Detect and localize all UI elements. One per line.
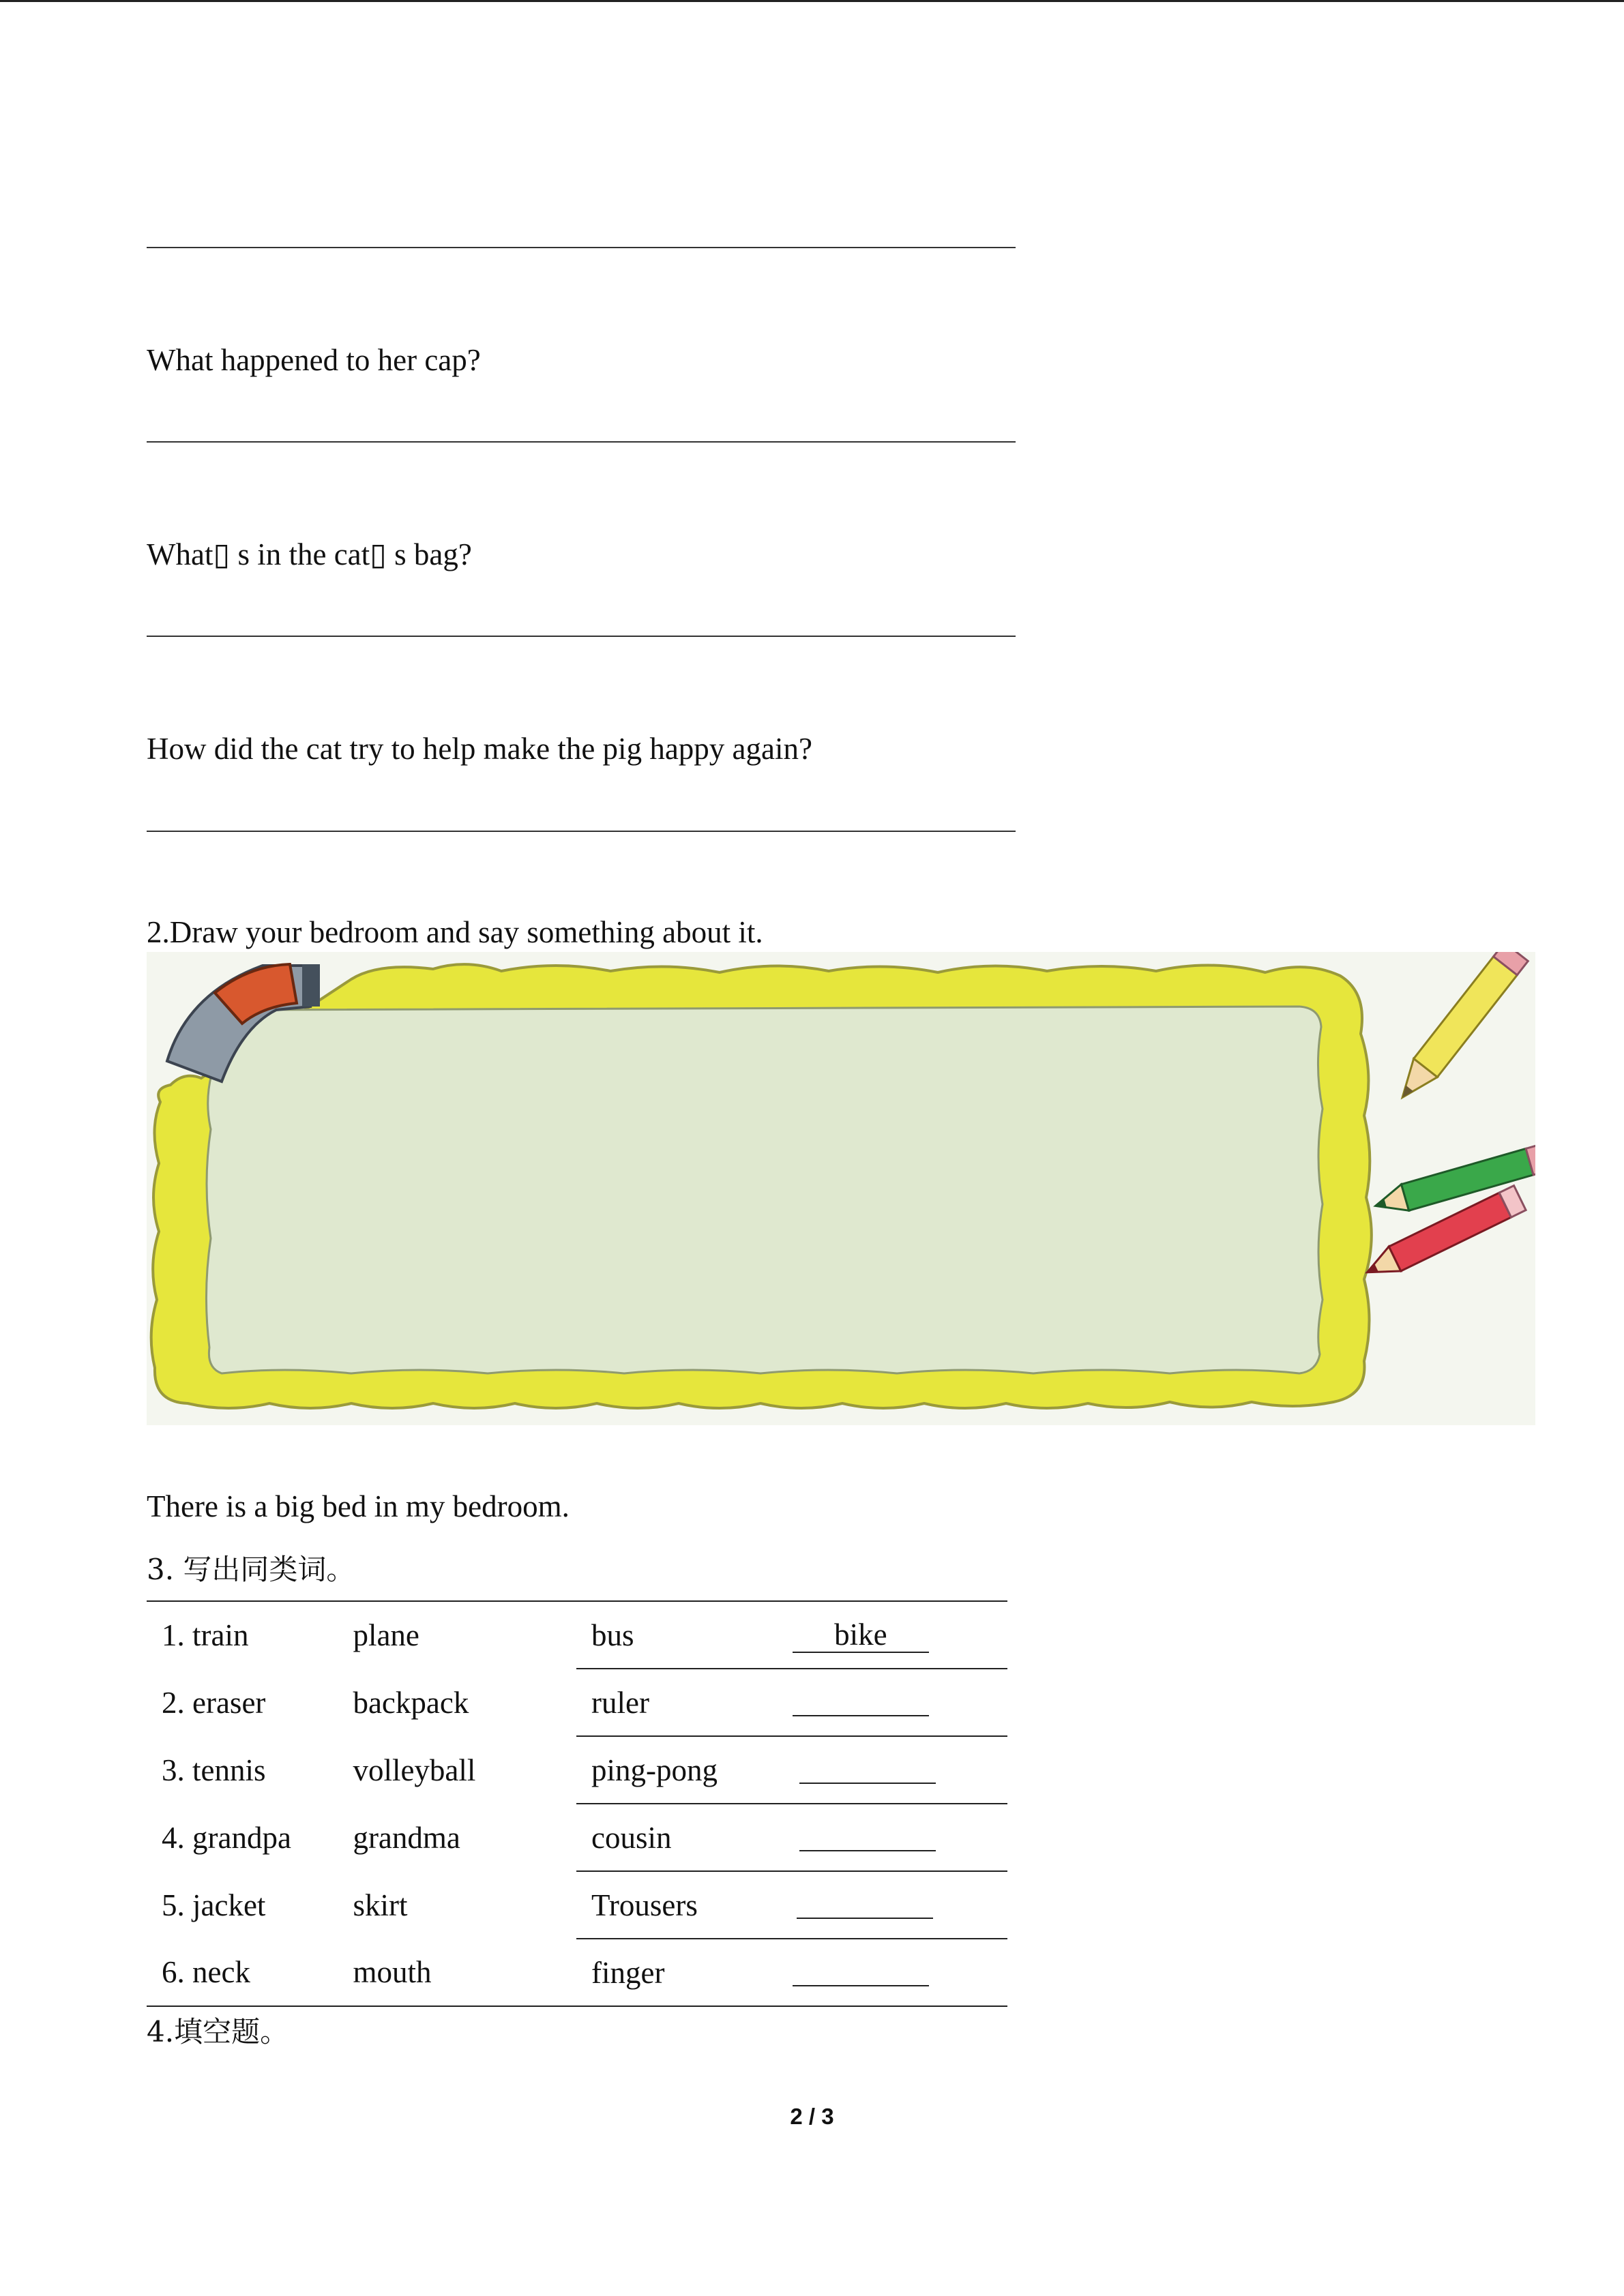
table-row — [147, 1871, 1007, 1939]
word-a: mouth — [338, 1939, 576, 2006]
word-b: Trousers — [576, 1871, 788, 1939]
row-number-word: 1. train — [147, 1601, 338, 1669]
answer-line[interactable] — [147, 441, 1016, 443]
table-row — [147, 1669, 1007, 1736]
table-row — [147, 1736, 1007, 1804]
row-number-word: 6. neck — [147, 1939, 338, 2006]
word-a: skirt — [353, 1888, 408, 1922]
table-row — [147, 1804, 1007, 1871]
question-text: How did the cat try to help make the pig happy again? — [147, 732, 812, 766]
drawing-frame-illustration[interactable] — [147, 952, 1535, 1425]
word-b: finger — [576, 1939, 788, 2006]
example-sentence: There is a big bed in my bedroom. — [147, 1489, 570, 1523]
word-b: bus — [576, 1601, 788, 1669]
answer-blank[interactable] — [793, 1681, 929, 1716]
answer-blank[interactable] — [799, 1816, 936, 1851]
word-a: grandma — [353, 1820, 460, 1855]
page-number: 2 / 3 — [790, 2104, 834, 2129]
answer-blank[interactable] — [799, 1748, 936, 1784]
question-text: What happened to her cap? — [147, 343, 481, 377]
table-row — [147, 1939, 1007, 2006]
answer-blank[interactable] — [797, 1883, 933, 1919]
page-top-border — [0, 0, 1624, 2]
word-category-table — [147, 1600, 1007, 2007]
table-row — [147, 1601, 1007, 1669]
answer-line[interactable] — [147, 636, 1016, 637]
word-b: ruler — [576, 1669, 788, 1736]
word-a: plane — [338, 1601, 576, 1669]
section-3-heading: 3. 写出同类词。 — [147, 1553, 355, 1586]
answer-blank[interactable] — [793, 1951, 929, 1986]
row-number-word: 3. tennis — [162, 1753, 266, 1787]
row-number-word: 2. eraser — [162, 1685, 266, 1720]
word-a: backpack — [353, 1685, 469, 1720]
section-2-heading: 2.Draw your bedroom and say something about it. — [147, 915, 763, 949]
word-b: ping-pong — [576, 1736, 788, 1804]
question-text: What▯ s in the cat▯ s bag? — [147, 537, 472, 571]
row-number-word: 5. jacket — [162, 1888, 266, 1922]
word-b: cousin — [576, 1804, 788, 1871]
answer-line[interactable] — [147, 247, 1016, 248]
section-4-heading: 4.填空题。 — [147, 2015, 289, 2048]
answer-blank[interactable]: bike — [793, 1617, 929, 1653]
row-number-word: 4. grandpa — [162, 1820, 291, 1855]
word-a: volleyball — [353, 1753, 476, 1787]
answer-line[interactable] — [147, 831, 1016, 832]
